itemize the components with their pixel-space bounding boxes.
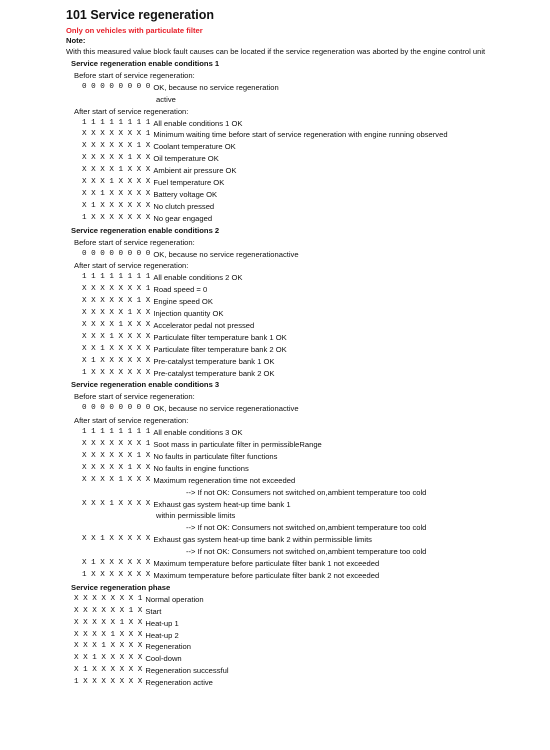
bit-code: X 1 X X X X X X — [82, 356, 151, 365]
list-item — [82, 499, 544, 511]
list-item — [82, 475, 544, 487]
bit-description: Particulate filter temperature bank 2 OK — [153, 344, 287, 354]
list-item — [82, 153, 544, 165]
list-item — [82, 201, 544, 213]
bit-code: X X X 1 X X X X — [74, 642, 143, 651]
bit-code: X X X X 1 X X X — [82, 475, 151, 484]
bit-description: Injection quantity OK — [153, 309, 224, 319]
bit-code: 0 0 0 0 0 0 0 0 — [82, 82, 151, 91]
bit-description: All enable conditions 3 OK — [153, 428, 243, 438]
before-label: Before start of service regeneration: — [74, 237, 195, 247]
bit-description: Battery voltage OK — [153, 189, 218, 199]
vehicle-warning: Only on vehicles with particulate filter — [66, 26, 203, 35]
bit-code: X X X X X X 1 X — [82, 297, 151, 306]
list-item — [82, 118, 544, 130]
bit-description: Road speed = 0 — [153, 285, 208, 295]
list-item — [82, 320, 544, 332]
bit-code: X 1 X X X X X X — [74, 666, 143, 675]
bit-code: 1 1 1 1 1 1 1 1 — [82, 273, 151, 282]
bit-description: Maximum regeneration time not exceeded — [153, 475, 296, 485]
bit-description: OK, because no service regenerationactive — [153, 249, 299, 259]
bit-code: 1 1 1 1 1 1 1 1 — [82, 118, 151, 127]
bit-description: Ambient air pressure OK — [153, 166, 237, 176]
note-text: With this measured value block fault causes can be located if the service regeneration was aborted by the engine control unit — [66, 47, 486, 56]
list-item — [74, 594, 544, 606]
bit-code: X X X X X 1 X X — [82, 463, 151, 472]
list-item — [82, 570, 544, 582]
list-item — [74, 677, 544, 689]
bit-code: X X X X 1 X X X — [82, 166, 151, 175]
bit-description: Minimum waiting time before start of service regeneration with engine running observed — [153, 130, 448, 140]
bit-description: Pre-catalyst temperature bank 2 OK — [153, 368, 275, 378]
bit-description: Engine speed OK — [153, 297, 213, 307]
bit-description: OK, because no service regenerationactive — [153, 404, 299, 414]
list-item — [82, 558, 544, 570]
bit-description: No faults in particulate filter functions — [153, 451, 278, 461]
list-item — [82, 141, 544, 153]
bit-code: X X X X 1 X X X — [74, 630, 143, 639]
bit-code: X X X 1 X X X X — [82, 332, 151, 341]
bit-code: X 1 X X X X X X — [82, 201, 151, 210]
bit-description: Oil temperature OK — [153, 154, 219, 164]
bit-code: X X 1 X X X X X — [82, 344, 151, 353]
bit-description: All enable conditions 1 OK — [153, 118, 243, 128]
section-enable-conditions-1 — [71, 58, 544, 225]
bit-description: Soot mass in particulate filter in permissibleRange — [153, 440, 322, 449]
bit-code: 0 0 0 0 0 0 0 0 — [82, 404, 151, 413]
bit-description: OK, because no service regeneration — [153, 82, 279, 92]
bit-description: Regeneration successful — [145, 666, 229, 676]
bit-code: X X 1 X X X X X — [82, 189, 151, 198]
list-item — [74, 606, 544, 618]
bit-description: No clutch pressed — [153, 201, 215, 211]
list-item — [82, 296, 544, 308]
list-item — [74, 641, 544, 653]
bit-description: Accelerator pedal not pressed — [153, 320, 255, 330]
list-item — [82, 368, 544, 380]
bit-code: X X X 1 X X X X — [82, 178, 151, 187]
bit-description: Cool-down — [145, 654, 182, 664]
list-item — [82, 332, 544, 344]
if-not-ok-note: --> If not OK: Consumers not switched on,ambient temperature too cold — [186, 547, 427, 557]
bit-description: Maximum temperature before particulate filter bank 1 not exceeded — [153, 559, 380, 569]
list-item — [82, 344, 544, 356]
bit-description: Exhaust gas system heat-up time bank 2 within permissible limits — [153, 535, 372, 545]
bit-code: X X 1 X X X X X — [82, 535, 151, 544]
list-item — [82, 189, 544, 201]
section-heading: Service regeneration enable conditions 1 — [71, 59, 220, 68]
before-row — [82, 82, 544, 94]
list-item — [82, 356, 544, 368]
bit-code: X X X X X X X 1 — [82, 440, 151, 448]
bit-code: X X X X X 1 X X — [74, 618, 143, 627]
bit-code: X X X X X 1 X X — [82, 309, 151, 318]
list-item — [82, 177, 544, 189]
bit-code: X 1 X X X X X X — [82, 559, 151, 568]
list-item — [82, 463, 544, 475]
list-item — [82, 213, 544, 225]
bit-description: All enable conditions 2 OK — [153, 273, 243, 283]
section-heading: Service regeneration enable conditions 3 — [71, 380, 220, 390]
bit-code: X X X X X X 1 X — [74, 606, 143, 615]
bit-code: X X 1 X X X X X — [74, 654, 143, 663]
bit-description: Heat-up 2 — [145, 630, 179, 640]
after-label: After start of service regeneration: — [74, 416, 189, 426]
list-item — [82, 451, 544, 463]
bit-description: Heat-up 1 — [145, 618, 179, 628]
bit-description: Normal operation — [145, 594, 204, 604]
if-not-ok-note: --> If not OK: Consumers not switched on,ambient temperature too cold — [186, 523, 427, 533]
if-not-ok-note: --> If not OK: Consumers not switched on,ambient temperature too cold — [186, 487, 427, 497]
list-item — [82, 308, 544, 320]
list-item — [74, 653, 544, 665]
list-item — [82, 284, 544, 296]
list-item — [82, 534, 544, 546]
before-text-continued: active — [156, 94, 176, 104]
bit-code: 1 X X X X X X X — [82, 570, 151, 579]
bit-description: Coolant temperature OK — [153, 142, 236, 152]
before-row — [82, 249, 544, 261]
bit-code: X X X X X X 1 X — [82, 451, 151, 460]
bit-description: Exhaust gas system heat-up time bank 1 — [153, 499, 291, 509]
bit-description: Regeneration active — [145, 678, 213, 688]
bit-description: Start — [145, 606, 162, 616]
within-limits-continued: within permissible limits — [156, 511, 236, 521]
bit-code: X X X X X X X 1 — [74, 594, 143, 603]
bit-description: Regeneration — [145, 642, 191, 652]
section-enable-conditions-2 — [71, 225, 544, 380]
bit-code: 1 X X X X X X X — [82, 213, 151, 222]
list-item — [82, 427, 544, 439]
bit-description: Particulate filter temperature bank 1 OK — [153, 332, 287, 342]
bit-code: 1 X X X X X X X — [74, 678, 143, 687]
list-item — [82, 439, 544, 451]
list-item — [74, 665, 544, 677]
list-item — [82, 165, 544, 177]
section-regeneration-phase — [71, 582, 544, 689]
bit-code: X X X 1 X X X X — [82, 499, 151, 508]
bit-code: 1 1 1 1 1 1 1 1 — [82, 428, 151, 437]
page-title: 101 Service regeneration — [66, 8, 214, 22]
before-label: Before start of service regeneration: — [74, 70, 195, 80]
bit-code: X X X X X 1 X X — [82, 154, 151, 163]
section-heading: Service regeneration enable conditions 2 — [71, 225, 220, 235]
bit-description: Fuel temperature OK — [153, 178, 225, 188]
bit-description: Pre-catalyst temperature bank 1 OK — [153, 356, 275, 366]
list-item — [74, 618, 544, 630]
document-page — [66, 8, 544, 689]
list-item — [82, 272, 544, 284]
section-enable-conditions-3 — [71, 379, 544, 581]
before-row — [82, 403, 544, 415]
section-heading: Service regeneration phase — [71, 582, 171, 592]
bit-code: X X X X X X 1 X — [82, 142, 151, 151]
note-heading: Note: — [66, 36, 86, 45]
bit-description: No gear engaged — [153, 213, 213, 223]
list-item — [82, 129, 544, 141]
before-label: Before start of service regeneration: — [74, 392, 195, 402]
after-label: After start of service regeneration: — [74, 106, 189, 116]
bit-code: 0 0 0 0 0 0 0 0 — [82, 249, 151, 258]
after-label: After start of service regeneration: — [74, 261, 189, 271]
bit-code: X X X X X X X 1 — [82, 130, 151, 139]
list-item — [74, 630, 544, 642]
bit-code: X X X X X X X 1 — [82, 285, 151, 294]
bit-code: 1 X X X X X X X — [82, 368, 151, 377]
bit-description: Maximum temperature before particulate filter bank 2 not exceeded — [153, 570, 380, 580]
bit-code: X X X X 1 X X X — [82, 320, 151, 329]
bit-description: No faults in engine functions — [153, 463, 249, 473]
